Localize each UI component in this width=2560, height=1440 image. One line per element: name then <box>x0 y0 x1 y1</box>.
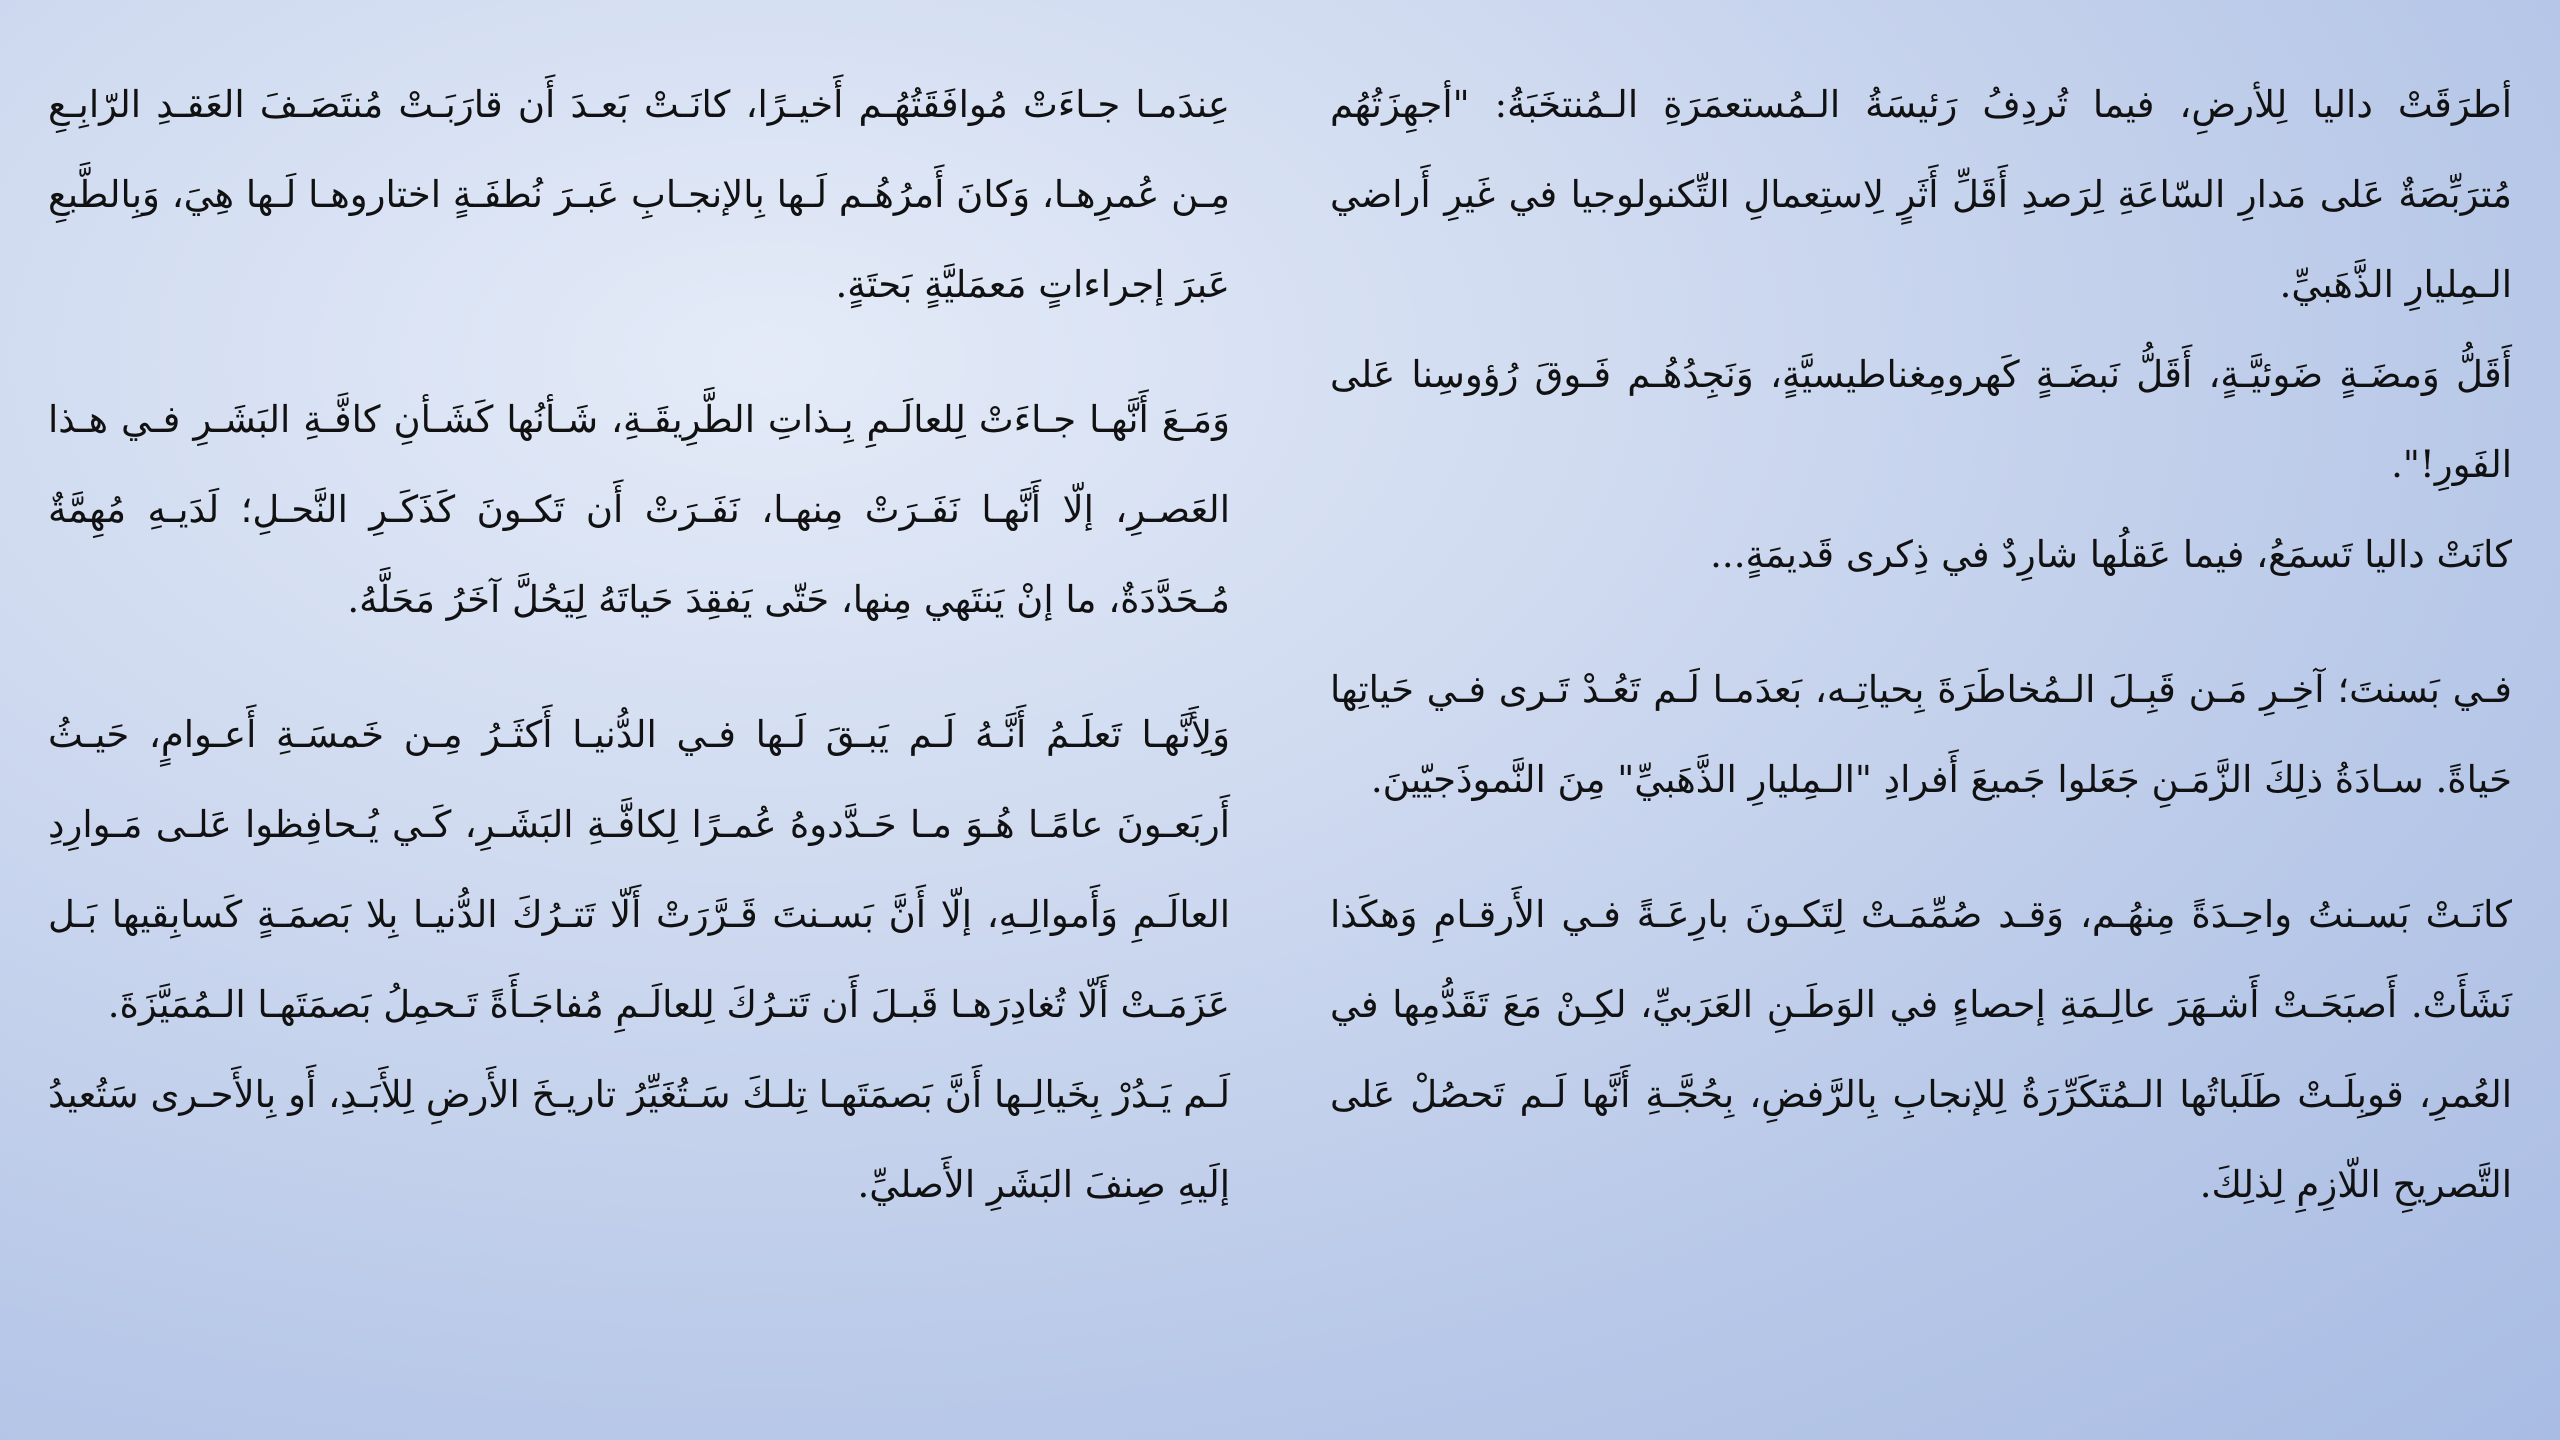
paragraph: فـي بَسنتَ؛ آخِـرِ مَـن قَبِـلَ الـمُخاطَرَةَ بِحياتِـه، بَعدَمـا لَـم تَعُـدْ تَـرى فـي حَياتِها حَياةً. سـادَةُ ذلِكَ الزَّمَـنِ جَعَلوا جَميعَ أَفرادِ "الـمِليارِ الذَّهَبيِّ" مِنَ النَّموذَجيّينَ. <box>1330 668 2512 801</box>
left-column <box>48 60 1230 1400</box>
paragraph: أَقَلُّ وَمضَـةٍ ضَوئيَّـةٍ، أَقَلُّ نَبضَـةٍ كَهرومِغناطيسيَّةٍ، وَنَجِدُهُـم فَـوقَ رُؤوسِنا عَلى الفَورِ!". <box>1330 353 2512 486</box>
paragraph: وَمَـعَ أَنَّهـا جـاءَتْ لِلعالَـمِ بِـذاتِ الطَّرِيقَـةِ، شَـأنُها كَشَـأنِ كافَّـةِ البَشَـرِ فـي هـذا العَصـرِ، إلّا أَنَّهـا نَفَـرَتْ مِنهـا، نَفَـرَتْ أَن تَكـونَ كَذَكَـرِ النَّحـلِ؛ لَدَيـهِ مُهِمَّةٌ مُـحَدَّدَةٌ، ما إنْ يَنتَهي مِنها، حَتّى يَفقِدَ حَياتَهُ لِيَحُلَّ آخَرُ مَحَلَّهُ. <box>48 398 1230 621</box>
paragraph: كانَـتْ بَسـنتُ واحِـدَةً مِنهُـم، وَقـد صُمِّمَـتْ لِتَكـونَ بارِعَـةً فـي الأَرقـامِ وَهكَذا نَشَأَتْ. أَصبَحَـتْ أَشـهَرَ عالِـمَةِ إحصاءٍ في الوَطَـنِ العَرَبيِّ، لكِـنْ مَعَ تَقَدُّمِها في العُمرِ، قوبِلَـتْ طَلَباتُها الـمُتَكَرِّرَةُ لِلإنجابِ بِالرَّفضِ، بِحُجَّـةِ أَنَّها لَـم تَحصُلْ عَلى التَّصريحِ اللّازِمِ لِذلِكَ. <box>1330 893 2512 1206</box>
paragraph: عِندَمـا جـاءَتْ مُوافَقَتُهُـم أَخيـرًا، كانَـتْ بَعـدَ أَن قارَبَـتْ مُنتَصَـفَ العَقـدِ الرّابِـعِ مِـن عُمرِهـا، وَكانَ أَمرُهُـم لَـها بِالإنجـابِ عَبـرَ نُطفَـةٍ اختاروهـا لَـها هِيَ، وَبِالطَّبعِ عَبرَ إجراءاتٍ مَعمَليَّةٍ بَحتَةٍ. <box>48 83 1230 306</box>
right-column <box>1330 60 2512 1400</box>
paragraph: لَـم يَـدُرْ بِخَيالِـها أَنَّ بَصمَتَهـا تِلـكَ سَـتُغَيِّرُ تاريـخَ الأَرضِ لِلأَبَـدِ، أَو بِالأَحـرى سَتُعيدُ إلَيهِ صِنفَ البَشَرِ الأَصليِّ. <box>48 1073 1230 1206</box>
paragraph: كانَتْ داليا تَسمَعُ، فيما عَقلُها شارِدٌ في ذِكرى قَديمَةٍ... <box>1710 533 2512 576</box>
paragraph: أطرَقَتْ داليا لِلأرضِ، فيما تُردِفُ رَئيسَةُ الـمُستعمَرَةِ الـمُنتخَبَةُ: "أجهِزَتُهُم مُترَبِّصَةٌ عَلى مَدارِ السّاعَةِ لِرَصدِ أَقَلِّ أَثَرٍ لِاستِعمالِ التِّكنولوجيا في غَيرِ أَراضي الـمِليارِ الذَّهَبيِّ. <box>1330 83 2512 306</box>
paragraph: وَلِأَنَّهـا تَعلَـمُ أَنَّـهُ لَـم يَبـقَ لَـها فـي الدُّنيـا أَكثَـرُ مِـن خَمسَـةِ أَعـوامٍ، حَيـثُ أَربَعـونَ عامًـا هُـوَ مـا حَـدَّدوهُ عُمـرًا لِكافَّـةِ البَشَـرِ، كَـي يُـحافِظوا عَلـى مَـوارِدِ العالَـمِ وَأَموالِـهِ، إلّا أَنَّ بَسـنتَ قَـرَّرَتْ أَلّا تَتـرُكَ الدُّنيـا بِلا بَصمَـةٍ كَسابِقيها بَـل عَزَمَـتْ أَلّا تُغادِرَهـا قَبـلَ أَن تَتـرُكَ لِلعالَـمِ مُفاجَـأَةً تَـحمِلُ بَصمَتَهـا الـمُمَيَّزَةَ. <box>48 713 1230 1026</box>
